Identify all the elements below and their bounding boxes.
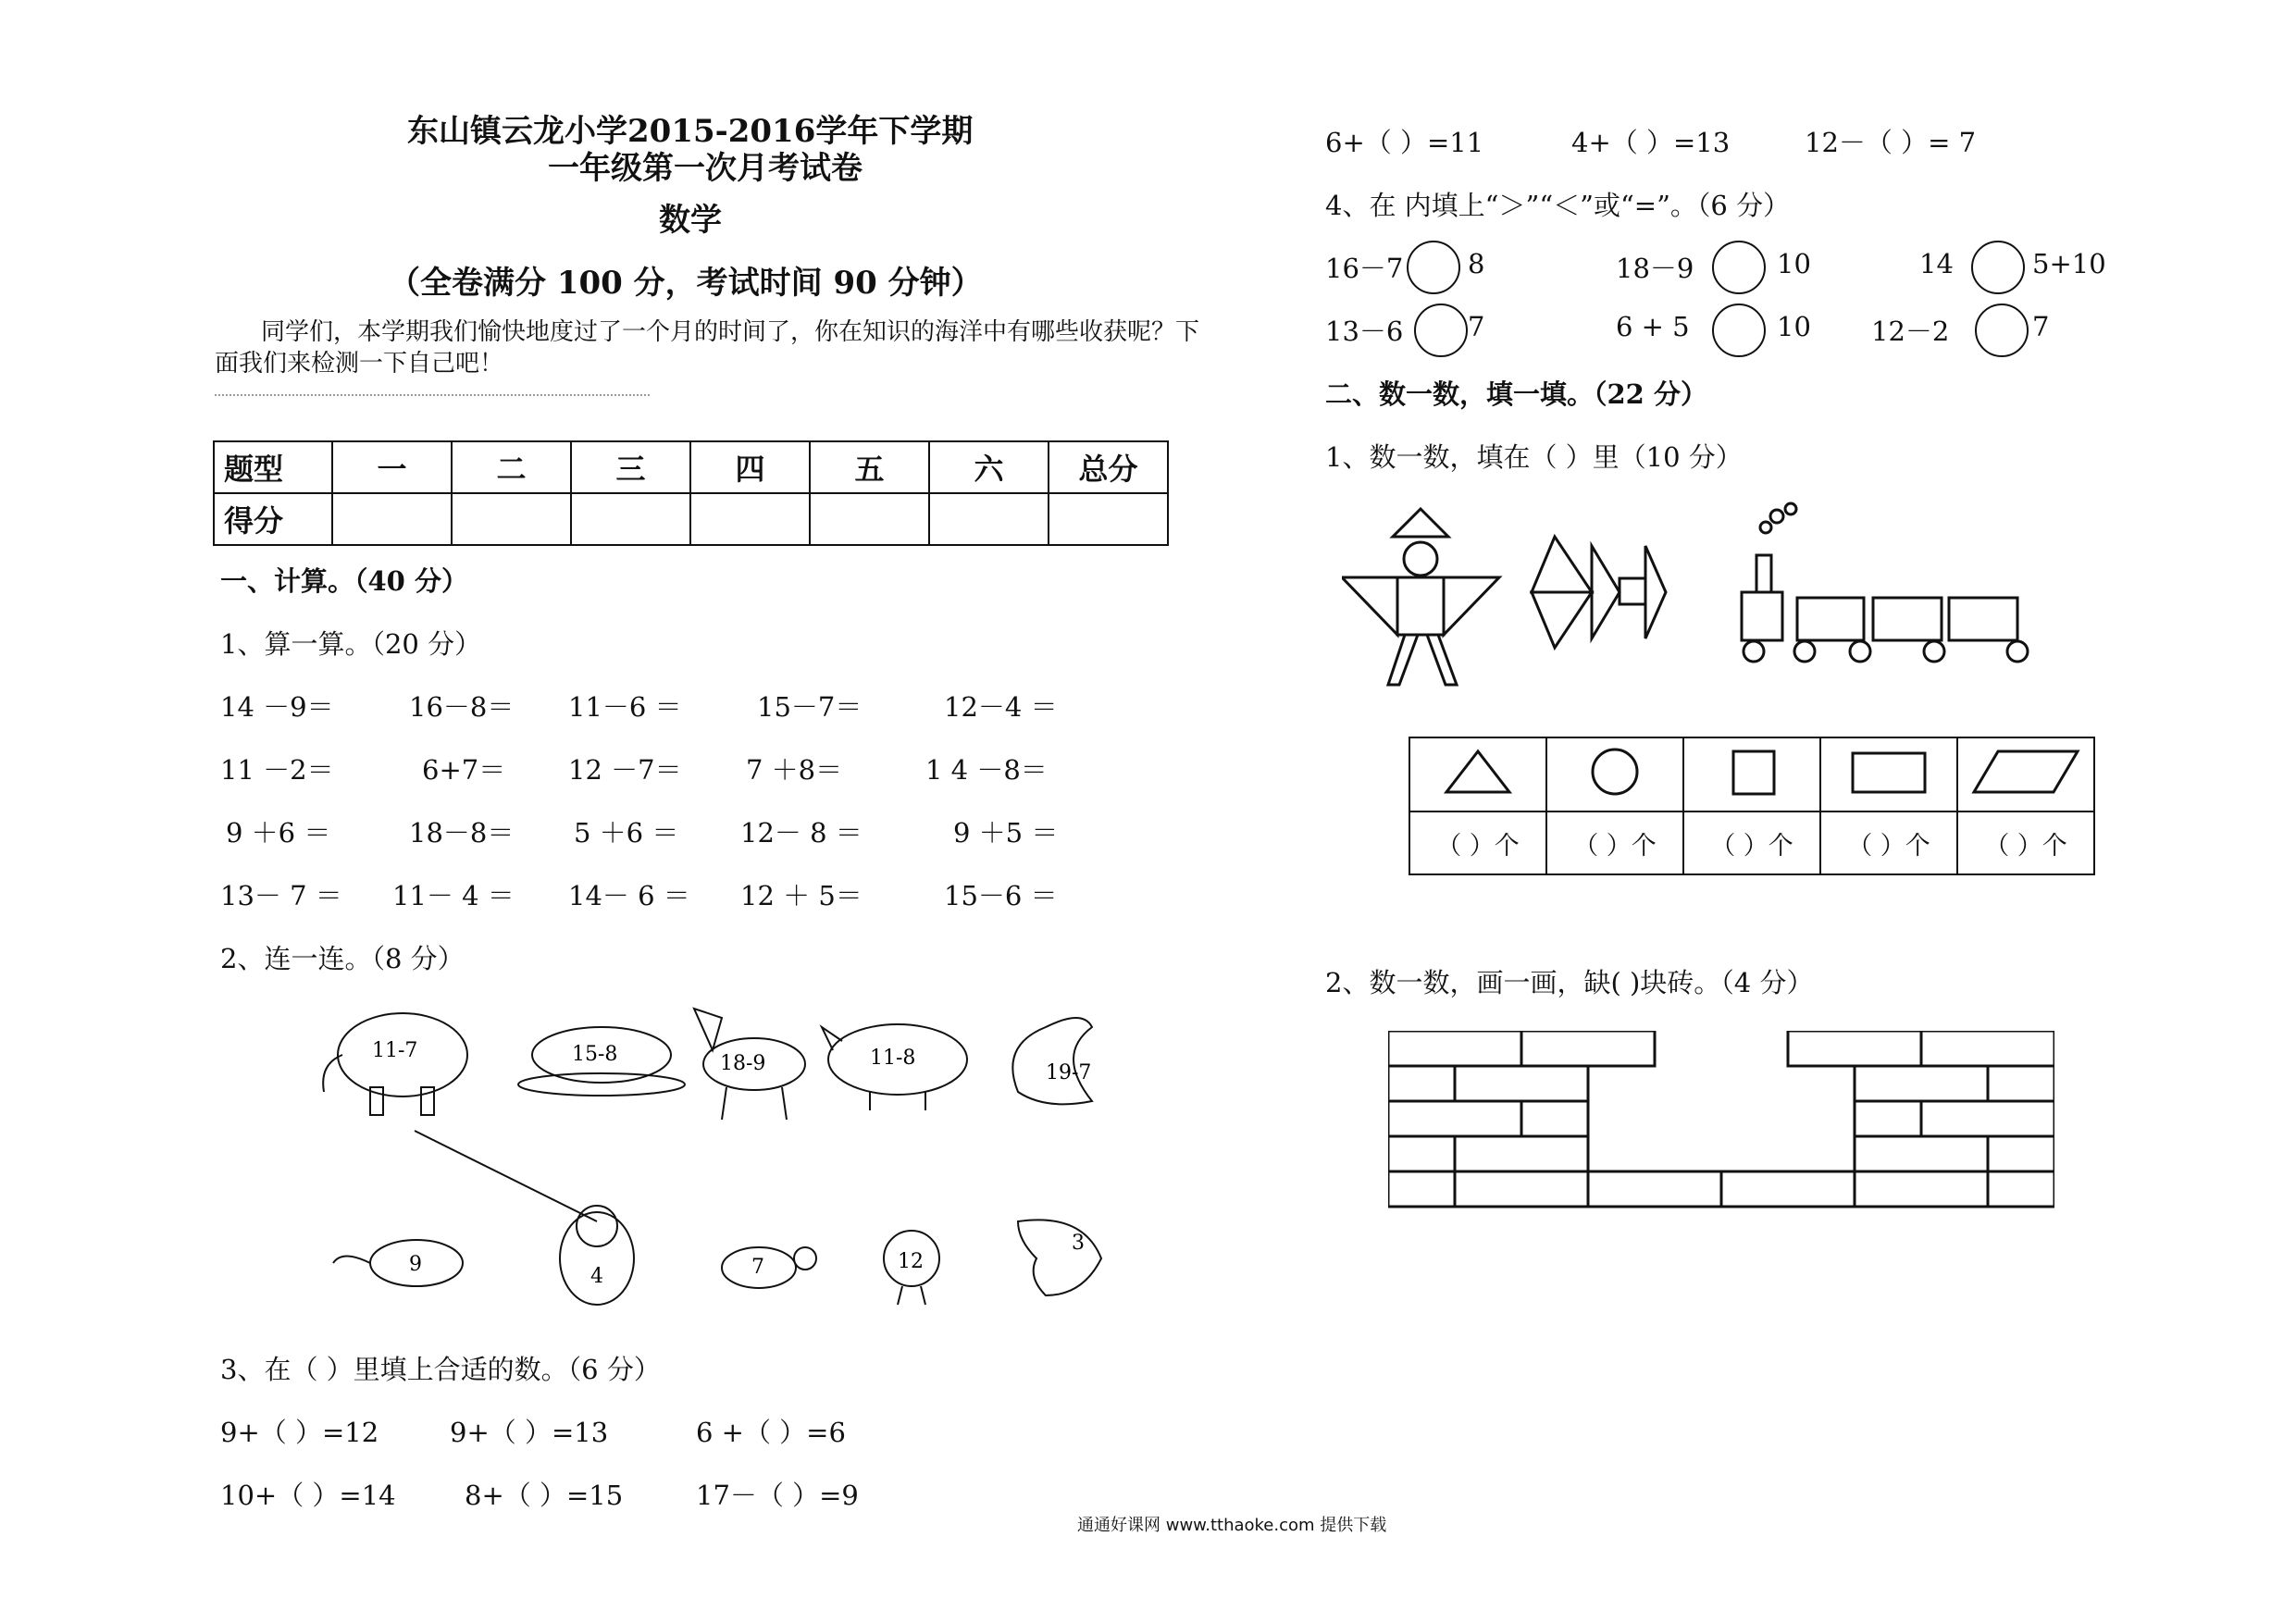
fill-item: 12－（ ）= 7 [1805, 127, 1977, 158]
brick-wall [1388, 1031, 2054, 1253]
parallelogram-icon [1970, 746, 2081, 798]
score-blank[interactable] [1049, 493, 1168, 545]
fill-item: 10+（ ）=14 [220, 1480, 396, 1511]
compare-left: 6 + 5 [1616, 311, 1690, 342]
square-icon [1724, 746, 1780, 798]
compare-right: 10 [1777, 311, 1811, 342]
q2-title: 2、连一连。（8 分） [220, 943, 465, 974]
score-cell: 一 [332, 441, 452, 493]
intro-line-2: 面我们来检测一下自己吧！ [215, 350, 504, 378]
arith-item: 9 ＋6 ＝ [226, 817, 331, 849]
shape-count-table [1409, 737, 2095, 875]
animal-label: 4 [590, 1265, 603, 1288]
compare-circle[interactable] [1407, 241, 1460, 294]
animal-label: 12 [898, 1250, 924, 1273]
exam-note: （全卷满分 100 分，考试时间 90 分钟） [389, 265, 983, 302]
mouse-icon[interactable] [333, 1240, 463, 1286]
animal-label: 11-8 [870, 1047, 916, 1070]
score-cell: 二 [452, 441, 571, 493]
robot-figure [1342, 509, 1499, 685]
count-cell[interactable]: （ ）个 [1820, 812, 1957, 874]
dotted-divider [215, 394, 650, 396]
animal-label: 3 [1072, 1232, 1085, 1255]
compare-right: 8 [1468, 248, 1485, 279]
fish-figure [1532, 537, 1666, 648]
shape-row [1409, 737, 2094, 812]
arith-item: 12－4 ＝ [944, 691, 1058, 723]
compare-left: 13－6 [1325, 316, 1404, 347]
compare-left: 16－7 [1325, 253, 1404, 284]
dolphin-icon[interactable] [1018, 1220, 1101, 1295]
compare-right: 5+10 [2032, 248, 2106, 279]
score-cell: 三 [571, 441, 690, 493]
score-table-score-row [214, 493, 1168, 545]
arith-item: 5 ＋6 ＝ [574, 817, 679, 849]
fill-item: 9+（ ）=13 [450, 1417, 609, 1448]
animal-label: 15-8 [572, 1043, 618, 1066]
score-cell: 四 [690, 441, 810, 493]
score-cell: 得分 [214, 493, 332, 545]
arith-item: 7 ＋8＝ [746, 754, 843, 786]
fill-item: 8+（ ）=15 [465, 1480, 624, 1511]
arith-item: 16－8＝ [409, 691, 515, 723]
triangle-icon [1441, 746, 1515, 798]
compare-circle[interactable] [1712, 241, 1766, 294]
shape-cell [1957, 737, 2094, 812]
count-row [1409, 812, 2094, 874]
fill-item: 9+（ ）=12 [220, 1417, 379, 1448]
intro-line-1: 同学们，本学期我们愉快地度过了一个月的时间了，你在知识的海洋中有哪些收获呢？下 [261, 318, 1200, 346]
arith-item: 14－ 6 ＝ [568, 880, 690, 911]
score-cell: 六 [929, 441, 1049, 493]
score-cell: 题型 [214, 441, 332, 493]
q1-title: 1、算一算。（20 分） [220, 628, 482, 660]
score-cell: 五 [810, 441, 929, 493]
compare-circle[interactable] [1712, 304, 1766, 357]
elephant-icon[interactable] [323, 1013, 467, 1115]
rectangle-icon [1847, 746, 1930, 798]
score-blank[interactable] [452, 493, 571, 545]
matching-illustration [315, 999, 1129, 1314]
arith-item: 15－6 ＝ [944, 880, 1058, 911]
compare-right: 7 [1468, 311, 1485, 342]
compare-left: 12－2 [1871, 316, 1950, 347]
arith-item: 11 －2＝ [220, 754, 334, 786]
score-blank[interactable] [332, 493, 452, 545]
arith-item: 11－6 ＝ [568, 691, 682, 723]
count-cell[interactable]: （ ）个 [1546, 812, 1683, 874]
shape-cell [1820, 737, 1957, 812]
compare-circle[interactable] [1971, 241, 2025, 294]
q3-title: 3、在（ ）里填上合适的数。（6 分） [220, 1354, 661, 1385]
fill-item: 4+（ ）=13 [1571, 127, 1731, 158]
animal-label: 18-9 [720, 1052, 766, 1075]
fill-item: 6+（ ）=11 [1325, 127, 1484, 158]
score-blank[interactable] [690, 493, 810, 545]
arith-item: 14 －9＝ [220, 691, 334, 723]
shape-cell [1683, 737, 1820, 812]
score-blank[interactable] [929, 493, 1049, 545]
q4-title: 4、在 内填上“＞”“＜”或“=”。（6 分） [1325, 190, 1791, 221]
school-title: 东山镇云龙小学2015-2016学年下学期 [407, 113, 974, 150]
compare-circle[interactable] [1975, 304, 2029, 357]
shape-cell [1409, 737, 1546, 812]
score-blank[interactable] [571, 493, 690, 545]
s2-q2-title: 2、数一数，画一画，缺( )块砖。（4 分） [1325, 967, 1814, 998]
arith-item: 12 －7＝ [568, 754, 682, 786]
arith-item: 18－8＝ [409, 817, 515, 849]
arith-item: 6+7＝ [422, 754, 506, 786]
shape-cell [1546, 737, 1683, 812]
animal-label: 19-7 [1046, 1061, 1092, 1084]
animal-label: 9 [409, 1253, 422, 1276]
shape-figures [1342, 500, 2064, 694]
compare-right: 10 [1777, 248, 1811, 279]
compare-left: 18－9 [1616, 253, 1694, 284]
score-table-header-row [214, 441, 1168, 493]
count-cell[interactable]: （ ）个 [1957, 812, 2094, 874]
compare-left: 14 [1919, 248, 1954, 279]
arith-item: 13－ 7 ＝ [220, 880, 342, 911]
match-line [415, 1131, 597, 1221]
arith-item: 12－ 8 ＝ [740, 817, 863, 849]
section2-title: 二、数一数，填一填。（22 分） [1325, 378, 1707, 410]
arith-item: 1 4 －8＝ [925, 754, 1048, 786]
section1-title: 一、计算。（40 分） [220, 565, 468, 597]
count-cell[interactable]: （ ）个 [1409, 812, 1546, 874]
animal-label: 7 [751, 1256, 764, 1279]
circle-icon [1587, 746, 1643, 798]
compare-right: 7 [2032, 311, 2050, 342]
fill-item: 6 +（ ）=6 [696, 1417, 846, 1448]
arith-item: 11－ 4 ＝ [392, 880, 515, 911]
score-blank[interactable] [810, 493, 929, 545]
score-table [213, 440, 1169, 546]
arith-item: 9 ＋5 ＝ [953, 817, 1059, 849]
footer-credit: 通通好课网 www.tthaoke.com 提供下载 [1077, 1516, 1387, 1535]
animal-label: 11-7 [372, 1039, 418, 1062]
count-cell[interactable]: （ ）个 [1683, 812, 1820, 874]
arith-item: 12 ＋ 5＝ [740, 880, 863, 911]
train-figure [1742, 503, 2028, 662]
turtle-icon[interactable] [722, 1247, 816, 1288]
score-cell: 总分 [1049, 441, 1168, 493]
compare-circle[interactable] [1414, 304, 1468, 357]
fill-item: 17－（ ）=9 [696, 1480, 859, 1511]
exam-title: 一年级第一次月考试卷 [548, 150, 863, 187]
arith-item: 15－7＝ [757, 691, 863, 723]
s2-q1-title: 1、数一数，填在（ ）里（10 分） [1325, 441, 1743, 473]
subject-title: 数学 [659, 202, 722, 239]
